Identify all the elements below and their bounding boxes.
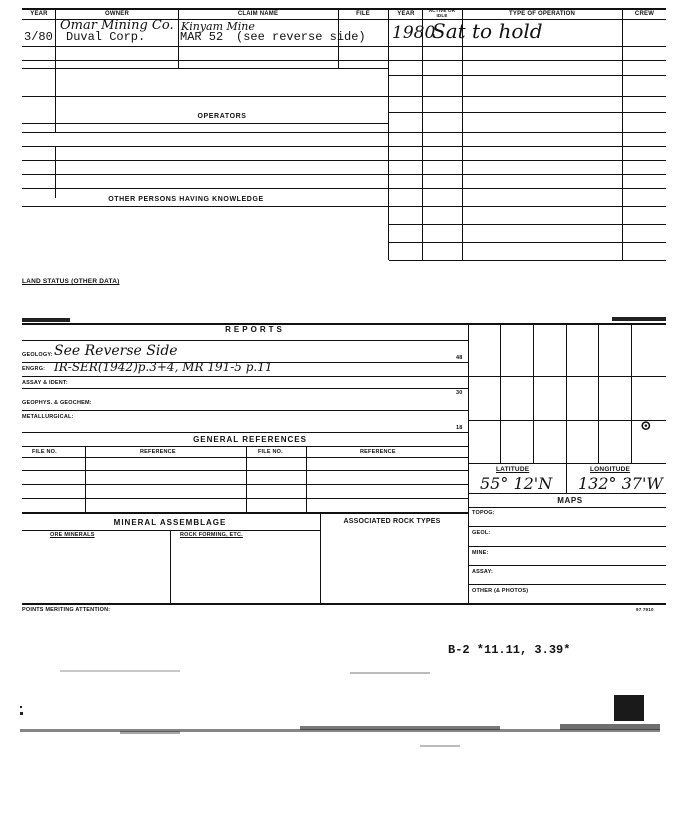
activity-header-type: TYPE OF OPERATION	[509, 11, 575, 17]
map-row-assay: ASSAY:	[472, 569, 494, 575]
other-persons-label: OTHER PERSONS HAVING KNOWLEDGE	[108, 196, 264, 203]
rock-forming-label: ROCK FORMING, ETC.	[180, 532, 243, 538]
activity-header-year: YEAR	[397, 11, 415, 17]
col-file-no-2: FILE NO.	[258, 449, 283, 455]
activity-entry-type: Sat to hold	[432, 19, 543, 43]
points-meriting-label: POINTS MERITING ATTENTION:	[22, 607, 111, 613]
row-owner: Duval Corp.	[66, 30, 146, 44]
activity-entry-year: 1980	[392, 23, 436, 43]
general-references-title: GENERAL REFERENCES	[193, 435, 307, 444]
form-number: 97 7910	[636, 607, 654, 612]
col-reference-2: REFERENCE	[360, 449, 396, 455]
circle-mark: ⊙	[640, 418, 652, 434]
header-claim-name: CLAIM NAME	[237, 11, 279, 17]
scale-18: 18	[456, 425, 463, 431]
assay-label: ASSAY & IDENT:	[22, 380, 68, 386]
engrg-value: IR-SER(1942)p.3+4, MR 191-5 p.11	[54, 360, 273, 374]
engrg-label: ENGRG:	[22, 366, 46, 372]
land-status-label: LAND STATUS (OTHER DATA)	[22, 278, 120, 285]
handwritten-claim: Kinyam Mine	[181, 20, 255, 33]
geophys-label: GEOPHYS. & GEOCHEM:	[22, 400, 92, 406]
longitude-label: LONGITUDE	[590, 466, 631, 473]
header-year: YEAR	[30, 11, 48, 17]
scale-48: 48	[456, 355, 463, 361]
geology-label: GEOLOGY:	[22, 352, 53, 358]
header-owner: OWNER	[105, 11, 129, 17]
associated-rock-types: ASSOCIATED ROCK TYPES	[343, 518, 441, 525]
map-row-other: OTHER (& PHOTOS)	[472, 588, 529, 594]
scale-30: 30	[456, 390, 463, 396]
col-reference: REFERENCE	[140, 449, 176, 455]
row-note: (see reverse side)	[236, 30, 366, 44]
operators-label: OPERATORS	[197, 113, 247, 120]
latitude-value: 55° 12'N	[480, 474, 553, 493]
geology-value: See Reverse Side	[54, 343, 178, 359]
col-file-no: FILE NO.	[32, 449, 57, 455]
metallurgical-label: METALLURGICAL:	[22, 414, 74, 420]
file-stamp: B-2 *11.11, 3.39*	[448, 643, 571, 657]
activity-header-crew: CREW	[634, 11, 655, 17]
map-row-geol: GEOL:	[472, 530, 491, 536]
map-row-mine: MINE:	[472, 550, 489, 556]
row-year: 3/80	[24, 30, 53, 44]
handwritten-owner: Omar Mining Co.	[60, 18, 174, 33]
latitude-label: LATITUDE	[496, 466, 530, 473]
header-file: FILE	[356, 11, 370, 17]
longitude-value: 132° 37'W	[578, 474, 663, 493]
row-claim: MAR 52	[180, 30, 224, 44]
reports-title: REPORTS	[225, 325, 285, 334]
ore-minerals-label: ORE MINERALS	[50, 532, 95, 538]
maps-label: MAPS	[557, 496, 583, 505]
mineral-assemblage-title: MINERAL ASSEMBLAGE	[113, 518, 227, 527]
map-row-topog: TOPOG:	[472, 510, 495, 516]
activity-header-active-idle: ACTIVE OR IDLE	[428, 8, 456, 18]
